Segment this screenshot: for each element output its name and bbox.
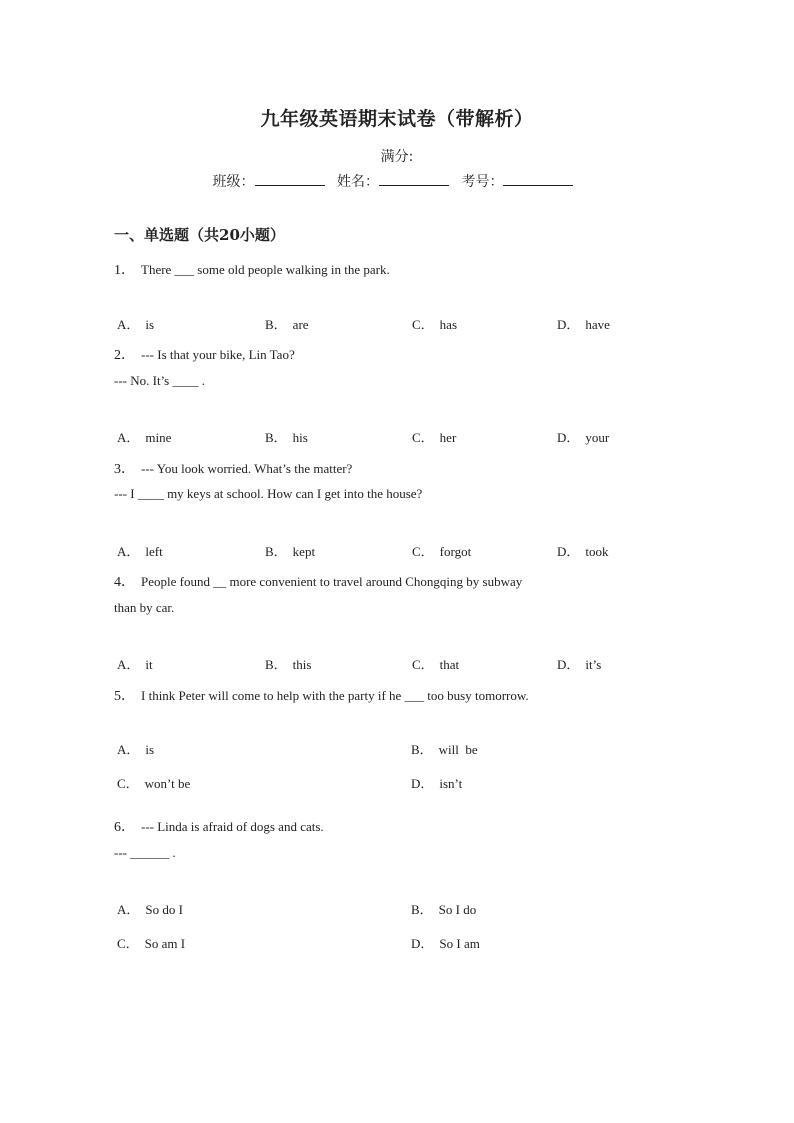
option-c[interactable]: C． won’t be xyxy=(117,776,191,791)
question-line xyxy=(114,816,324,836)
question-text: --- I ____ my keys at school. How can I get into the house? xyxy=(114,486,423,501)
question-text: than by car. xyxy=(114,600,175,615)
option-d[interactable]: D． have xyxy=(557,317,610,332)
question-text: --- ______ . xyxy=(114,845,176,860)
question-number: 1． xyxy=(114,263,135,278)
option-b[interactable]: B． this xyxy=(265,657,312,672)
option-d[interactable]: D． it’s xyxy=(557,657,602,672)
option-d[interactable]: D． isn’t xyxy=(411,776,463,791)
question-line xyxy=(114,373,205,389)
exam-no-blank[interactable] xyxy=(503,172,573,186)
question-number: 4． xyxy=(114,575,135,590)
option-c[interactable]: C． her xyxy=(412,430,457,445)
question-number: 6． xyxy=(114,820,135,835)
score-label: 满分: xyxy=(380,149,414,165)
question-number: 2． xyxy=(114,348,135,363)
student-info-line xyxy=(0,171,794,191)
question-line xyxy=(114,571,522,591)
name-blank[interactable] xyxy=(379,172,449,186)
question-number: 5． xyxy=(114,689,135,704)
exam-title: 九年级英语期末试卷（带解析） xyxy=(260,108,534,130)
question-line xyxy=(114,344,295,364)
option-b[interactable]: B． kept xyxy=(265,544,316,559)
option-b[interactable]: B． So I do xyxy=(411,902,477,917)
class-label: 班级： xyxy=(212,174,255,190)
option-a[interactable]: A． is xyxy=(117,742,155,757)
option-a[interactable]: A． is xyxy=(117,317,155,332)
question-text: --- You look worried. What’s the matter? xyxy=(141,461,353,476)
question-line xyxy=(114,486,422,502)
question-line xyxy=(114,600,174,616)
question-line xyxy=(114,685,529,705)
option-b[interactable]: B． are xyxy=(265,317,309,332)
question-number: 3． xyxy=(114,462,135,477)
option-c[interactable]: C． has xyxy=(412,317,458,332)
option-c[interactable]: C． forgot xyxy=(412,544,472,559)
question-text: People found __ more convenient to travel around Chongqing by subway xyxy=(141,574,523,589)
option-d[interactable]: D． took xyxy=(557,544,609,559)
option-a[interactable]: A． it xyxy=(117,657,153,672)
question-line xyxy=(114,458,352,478)
question-text: There ___ some old people walking in the park. xyxy=(141,262,390,277)
question-text: --- No. It’s ____ . xyxy=(114,373,205,388)
class-blank[interactable] xyxy=(255,172,325,186)
question-line xyxy=(114,259,390,279)
question-line xyxy=(114,845,176,861)
option-b[interactable]: B． will be xyxy=(411,742,478,757)
section-title: 一、单选题（共20小题） xyxy=(114,226,285,244)
option-d[interactable]: D． your xyxy=(557,430,610,445)
option-d[interactable]: D． So I am xyxy=(411,936,480,951)
question-text: --- Is that your bike, Lin Tao? xyxy=(141,347,295,362)
option-a[interactable]: A． left xyxy=(117,544,163,559)
option-b[interactable]: B． his xyxy=(265,430,308,445)
option-c[interactable]: C． that xyxy=(412,657,460,672)
question-text: I think Peter will come to help with the party if he ___ too busy tomorrow. xyxy=(141,688,529,703)
question-text: --- Linda is afraid of dogs and cats. xyxy=(141,819,324,834)
option-a[interactable]: A． mine xyxy=(117,430,172,445)
option-c[interactable]: C． So am I xyxy=(117,936,186,951)
option-a[interactable]: A． So do I xyxy=(117,902,183,917)
exam-no-label: 考号： xyxy=(461,174,504,190)
name-label: 姓名： xyxy=(337,174,379,190)
